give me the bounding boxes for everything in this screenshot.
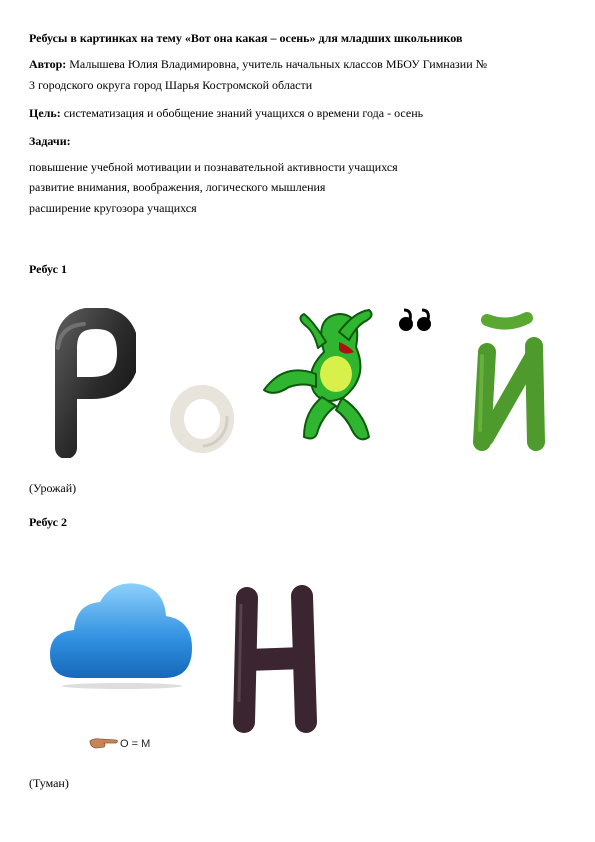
- plasticine-letter-o-icon: [166, 383, 238, 455]
- goal-label: Цель:: [29, 106, 61, 120]
- goal-line: [29, 106, 423, 120]
- rebus-1-answer: (Урожай): [29, 481, 77, 495]
- frog-icon: [244, 302, 404, 450]
- comma-pair-icon: [396, 308, 438, 338]
- plasticine-letter-n-icon: [222, 582, 328, 734]
- author-label: Автор:: [29, 57, 67, 71]
- tasks-heading: Задачи:: [29, 134, 71, 148]
- task-item: расширение кругозора учащихся: [29, 201, 197, 215]
- task-item: развитие внимания, воображения, логического мышления: [29, 180, 326, 194]
- plasticine-letter-r-icon: [36, 308, 136, 458]
- pointing-hand-icon: [88, 736, 120, 750]
- document-title: Ребусы в картинках на тему «Вот она какая – осень» для младших школьников: [29, 31, 463, 45]
- rebus-2-heading: Ребус 2: [29, 515, 67, 529]
- author-text-1: Малышева Юлия Владимировна, учитель начальных классов МБОУ Гимназии №: [66, 57, 488, 71]
- goal-text: систематизация и обобщение знаний учащихся о времени года - осень: [60, 106, 424, 120]
- rebus-1-heading: Ребус 1: [29, 262, 67, 276]
- rebus-2-answer: (Туман): [29, 776, 69, 790]
- rebus-2-hint: О = М: [120, 738, 151, 750]
- cloud-icon: [46, 574, 198, 690]
- task-item: повышение учебной мотивации и познавательной активности учащихся: [29, 160, 398, 174]
- plasticine-letter-y-short-icon: [462, 310, 562, 456]
- author-line-2: 3 городского округа город Шарья Костромской области: [29, 78, 313, 92]
- author-line-1: [29, 57, 487, 71]
